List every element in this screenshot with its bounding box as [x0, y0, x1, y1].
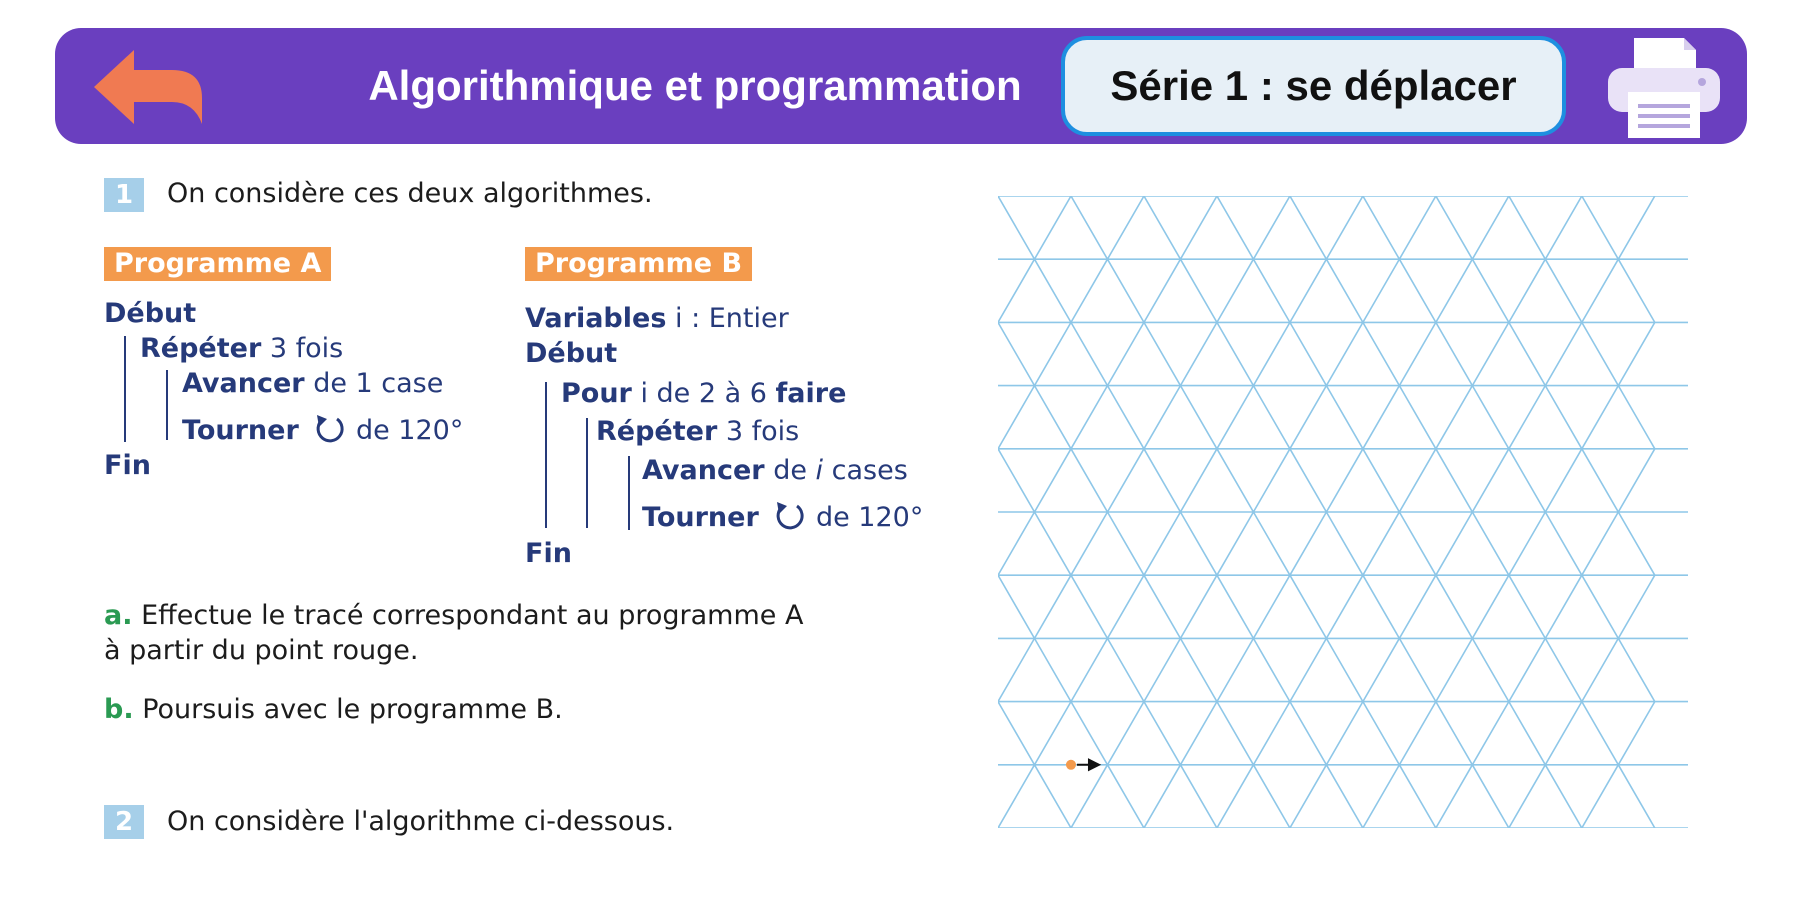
grid-line-diagonal: [1326, 638, 1362, 701]
grid-line-diagonal: [1436, 575, 1472, 638]
grid-line-diagonal: [1582, 196, 1618, 259]
grid-line-diagonal: [1545, 196, 1581, 259]
triangular-grid-canvas: [998, 196, 1688, 828]
exercise-intro: On considère ces deux algorithmes.: [167, 178, 653, 209]
grid-line-diagonal: [1545, 449, 1581, 512]
grid-line-diagonal: [1509, 259, 1545, 322]
grid-line-diagonal: [1071, 449, 1107, 512]
grid-line-diagonal: [1253, 702, 1289, 765]
program-b-inner-bar: [628, 456, 630, 530]
program-b-repeat: Répéter 3 fois: [596, 416, 800, 447]
grid-line-diagonal: [1399, 765, 1435, 828]
grid-line-diagonal: [1290, 449, 1326, 512]
grid-line-diagonal: [1107, 638, 1143, 701]
grid-line-diagonal: [1399, 259, 1435, 322]
grid-line-diagonal: [1399, 512, 1435, 575]
grid-line-diagonal: [1436, 702, 1472, 765]
grid-line-diagonal: [1253, 449, 1289, 512]
grid-line-diagonal: [1618, 765, 1654, 828]
grid-line-diagonal: [1217, 259, 1253, 322]
grid-line-diagonal: [1618, 575, 1654, 638]
grid-line-diagonal: [1472, 449, 1508, 512]
program-a-advance: Avancer de 1 case: [182, 368, 444, 399]
grid-line-diagonal: [998, 702, 1034, 765]
grid-line-diagonal: [1326, 196, 1362, 259]
series-selector[interactable]: Série 1 : se déplacer: [1061, 36, 1566, 136]
grid-line-diagonal: [1180, 322, 1216, 385]
grid-line-diagonal: [1290, 702, 1326, 765]
program-a-label: Programme A: [104, 247, 331, 281]
grid-line-diagonal: [1253, 765, 1289, 828]
grid-line-diagonal: [1217, 638, 1253, 701]
grid-line-diagonal: [1034, 386, 1070, 449]
grid-line-diagonal: [1034, 196, 1070, 259]
grid-line-diagonal: [1582, 765, 1618, 828]
program-a-debut: Début: [104, 298, 197, 329]
grid-line-diagonal: [1363, 196, 1399, 259]
grid-line-diagonal: [1436, 386, 1472, 449]
grid-line-diagonal: [1253, 196, 1289, 259]
grid-line-diagonal: [1472, 575, 1508, 638]
question-a-continued: à partir du point rouge.: [104, 635, 419, 666]
program-a-repeat: Répéter 3 fois: [140, 333, 344, 364]
grid-line-diagonal: [1180, 512, 1216, 575]
grid-line-diagonal: [1436, 322, 1472, 385]
grid-line-diagonal: [1363, 259, 1399, 322]
grid-line-diagonal: [1545, 512, 1581, 575]
grid-line-diagonal: [1399, 322, 1435, 385]
grid-line-diagonal: [1399, 386, 1435, 449]
grid-line-diagonal: [1253, 386, 1289, 449]
grid-line-diagonal: [1144, 386, 1180, 449]
grid-line-diagonal: [1363, 638, 1399, 701]
exercise-number-badge: 1: [104, 178, 144, 212]
grid-line-diagonal: [1253, 638, 1289, 701]
grid-line-diagonal: [1071, 322, 1107, 385]
grid-line-diagonal: [1290, 575, 1326, 638]
grid-line-diagonal: [1253, 322, 1289, 385]
grid-line-diagonal: [1144, 765, 1180, 828]
triangular-grid: [998, 196, 1688, 828]
grid-line-diagonal: [1582, 575, 1618, 638]
program-b-label: Programme B: [525, 247, 752, 281]
program-b-turn: Tourner de 120°: [642, 502, 924, 533]
grid-line-diagonal: [1107, 765, 1143, 828]
grid-line-diagonal: [1290, 512, 1326, 575]
program-b-advance: Avancer de i cases: [642, 455, 908, 486]
grid-line-diagonal: [1472, 702, 1508, 765]
grid-line-diagonal: [1618, 702, 1654, 765]
grid-line-diagonal: [1618, 449, 1654, 512]
grid-line-diagonal: [1326, 702, 1362, 765]
grid-line-diagonal: [1326, 765, 1362, 828]
program-a-fin: Fin: [104, 450, 151, 481]
grid-line-diagonal: [1144, 575, 1180, 638]
grid-line-diagonal: [1326, 322, 1362, 385]
question-a: a. Effectue le tracé correspondant au programme A: [104, 600, 804, 631]
grid-line-diagonal: [1582, 259, 1618, 322]
program-b-repeat-bar: [586, 418, 588, 528]
grid-line-diagonal: [1363, 512, 1399, 575]
grid-line-diagonal: [1582, 638, 1618, 701]
grid-line-diagonal: [1290, 765, 1326, 828]
grid-line-diagonal: [1180, 765, 1216, 828]
grid-line-diagonal: [1071, 638, 1107, 701]
grid-line-diagonal: [1582, 449, 1618, 512]
grid-line-diagonal: [1290, 638, 1326, 701]
grid-line-diagonal: [1144, 449, 1180, 512]
app-title: Algorithmique et programmation: [368, 62, 1022, 109]
grid-line-diagonal: [1217, 386, 1253, 449]
grid-line-diagonal: [1436, 196, 1472, 259]
grid-line-diagonal: [1582, 702, 1618, 765]
grid-line-diagonal: [1472, 196, 1508, 259]
grid-line-diagonal: [1071, 386, 1107, 449]
grid-line-diagonal: [1399, 702, 1435, 765]
grid-line-diagonal: [1071, 765, 1107, 828]
grid-line-diagonal: [1618, 196, 1654, 259]
grid-line-diagonal: [1399, 638, 1435, 701]
grid-line-diagonal: [1144, 322, 1180, 385]
grid-line-diagonal: [1509, 638, 1545, 701]
grid-line-diagonal: [1180, 702, 1216, 765]
grid-line-diagonal: [1217, 322, 1253, 385]
grid-line-diagonal: [1436, 449, 1472, 512]
exercise-number-badge-2: 2: [104, 805, 144, 839]
grid-line-diagonal: [998, 638, 1034, 701]
program-b-pour: Pour i de 2 à 6 faire: [561, 378, 847, 409]
grid-line-diagonal: [1326, 449, 1362, 512]
grid-line-diagonal: [1399, 196, 1435, 259]
grid-line-diagonal: [1071, 512, 1107, 575]
grid-line-diagonal: [998, 196, 1034, 259]
grid-line-diagonal: [1253, 575, 1289, 638]
rotate-left-icon: [773, 500, 807, 530]
grid-line-diagonal: [1472, 512, 1508, 575]
grid-line-diagonal: [1217, 449, 1253, 512]
grid-line-diagonal: [1144, 638, 1180, 701]
grid-line-diagonal: [1436, 512, 1472, 575]
grid-line-diagonal: [1034, 575, 1070, 638]
program-a-inner-bar: [166, 370, 168, 440]
grid-line-diagonal: [1034, 322, 1070, 385]
grid-line-diagonal: [1326, 512, 1362, 575]
grid-line-diagonal: [1144, 259, 1180, 322]
program-a-indent-bar: [124, 336, 126, 442]
grid-line-diagonal: [1545, 322, 1581, 385]
grid-line-diagonal: [998, 386, 1034, 449]
grid-line-diagonal: [1217, 575, 1253, 638]
grid-line-diagonal: [1290, 196, 1326, 259]
grid-line-diagonal: [1399, 575, 1435, 638]
grid-line-diagonal: [1107, 449, 1143, 512]
program-a-turn: Tourner de 120°: [182, 415, 464, 446]
grid-line-diagonal: [1545, 638, 1581, 701]
grid-line-diagonal: [998, 322, 1034, 385]
grid-line-diagonal: [1618, 386, 1654, 449]
grid-line-diagonal: [1144, 196, 1180, 259]
grid-line-diagonal: [1034, 259, 1070, 322]
grid-line-diagonal: [1034, 512, 1070, 575]
grid-line-diagonal: [1472, 386, 1508, 449]
grid-line-diagonal: [1618, 322, 1654, 385]
grid-line-diagonal: [1545, 386, 1581, 449]
grid-line-diagonal: [1509, 765, 1545, 828]
grid-line-diagonal: [998, 449, 1034, 512]
grid-line-diagonal: [1290, 322, 1326, 385]
grid-line-diagonal: [1326, 386, 1362, 449]
grid-line-diagonal: [1034, 638, 1070, 701]
grid-line-diagonal: [1326, 575, 1362, 638]
program-b-fin: Fin: [525, 538, 572, 569]
grid-line-diagonal: [1472, 638, 1508, 701]
grid-line-diagonal: [1618, 512, 1654, 575]
grid-line-diagonal: [1326, 259, 1362, 322]
grid-line-diagonal: [1363, 449, 1399, 512]
rotate-left-icon: [313, 413, 347, 443]
grid-line-diagonal: [1545, 702, 1581, 765]
grid-line-diagonal: [1217, 702, 1253, 765]
grid-line-diagonal: [1509, 322, 1545, 385]
grid-line-diagonal: [1436, 259, 1472, 322]
grid-line-diagonal: [1436, 638, 1472, 701]
grid-line-diagonal: [1363, 575, 1399, 638]
grid-line-diagonal: [1399, 449, 1435, 512]
grid-line-diagonal: [1071, 196, 1107, 259]
grid-line-diagonal: [1180, 196, 1216, 259]
direction-arrow-icon: [1077, 760, 1099, 770]
grid-line-diagonal: [1253, 259, 1289, 322]
grid-line-diagonal: [1180, 575, 1216, 638]
grid-line-diagonal: [1107, 702, 1143, 765]
start-point: [1066, 760, 1076, 770]
grid-line-diagonal: [1180, 449, 1216, 512]
grid-line-diagonal: [1582, 512, 1618, 575]
grid-line-diagonal: [1071, 259, 1107, 322]
grid-line-diagonal: [1180, 638, 1216, 701]
grid-line-diagonal: [1509, 702, 1545, 765]
program-b-variables: Variables i : Entier: [525, 303, 789, 334]
grid-line-diagonal: [1144, 512, 1180, 575]
grid-line-diagonal: [1217, 196, 1253, 259]
grid-line-diagonal: [1582, 386, 1618, 449]
grid-line-diagonal: [1363, 702, 1399, 765]
grid-line-diagonal: [1545, 765, 1581, 828]
grid-line-diagonal: [1107, 512, 1143, 575]
grid-line-diagonal: [1582, 322, 1618, 385]
program-b-indent-bar: [545, 382, 547, 528]
grid-line-diagonal: [1144, 702, 1180, 765]
grid-line-diagonal: [1107, 259, 1143, 322]
grid-line-diagonal: [1034, 702, 1070, 765]
grid-line-diagonal: [1618, 638, 1654, 701]
grid-line-diagonal: [1509, 449, 1545, 512]
grid-line-diagonal: [1071, 575, 1107, 638]
grid-line-diagonal: [1107, 386, 1143, 449]
grid-line-diagonal: [1436, 765, 1472, 828]
grid-line-diagonal: [1217, 512, 1253, 575]
grid-line-diagonal: [1290, 386, 1326, 449]
grid-line-diagonal: [1509, 575, 1545, 638]
question-b: b. Poursuis avec le programme B.: [104, 694, 563, 725]
grid-line-diagonal: [998, 512, 1034, 575]
grid-line-diagonal: [1545, 575, 1581, 638]
grid-line-diagonal: [998, 765, 1034, 828]
grid-line-diagonal: [1071, 702, 1107, 765]
grid-line-diagonal: [1107, 322, 1143, 385]
grid-line-diagonal: [1472, 322, 1508, 385]
grid-line-diagonal: [1107, 196, 1143, 259]
grid-line-diagonal: [1545, 259, 1581, 322]
grid-line-diagonal: [1363, 322, 1399, 385]
grid-line-diagonal: [1253, 512, 1289, 575]
grid-line-diagonal: [1363, 386, 1399, 449]
grid-line-diagonal: [1107, 575, 1143, 638]
grid-line-diagonal: [1034, 449, 1070, 512]
grid-line-diagonal: [998, 575, 1034, 638]
grid-line-diagonal: [1363, 765, 1399, 828]
program-b-debut: Début: [525, 338, 618, 369]
grid-line-diagonal: [1472, 765, 1508, 828]
grid-line-diagonal: [1509, 512, 1545, 575]
grid-line-diagonal: [1618, 259, 1654, 322]
grid-line-diagonal: [1217, 765, 1253, 828]
grid-line-diagonal: [1509, 386, 1545, 449]
grid-line-diagonal: [1509, 196, 1545, 259]
grid-line-diagonal: [998, 259, 1034, 322]
grid-line-diagonal: [1290, 259, 1326, 322]
grid-line-diagonal: [1180, 259, 1216, 322]
exercise-2-intro: On considère l'algorithme ci-dessous.: [167, 806, 675, 837]
grid-line-diagonal: [1034, 765, 1070, 828]
grid-line-diagonal: [1472, 259, 1508, 322]
grid-line-diagonal: [1180, 386, 1216, 449]
